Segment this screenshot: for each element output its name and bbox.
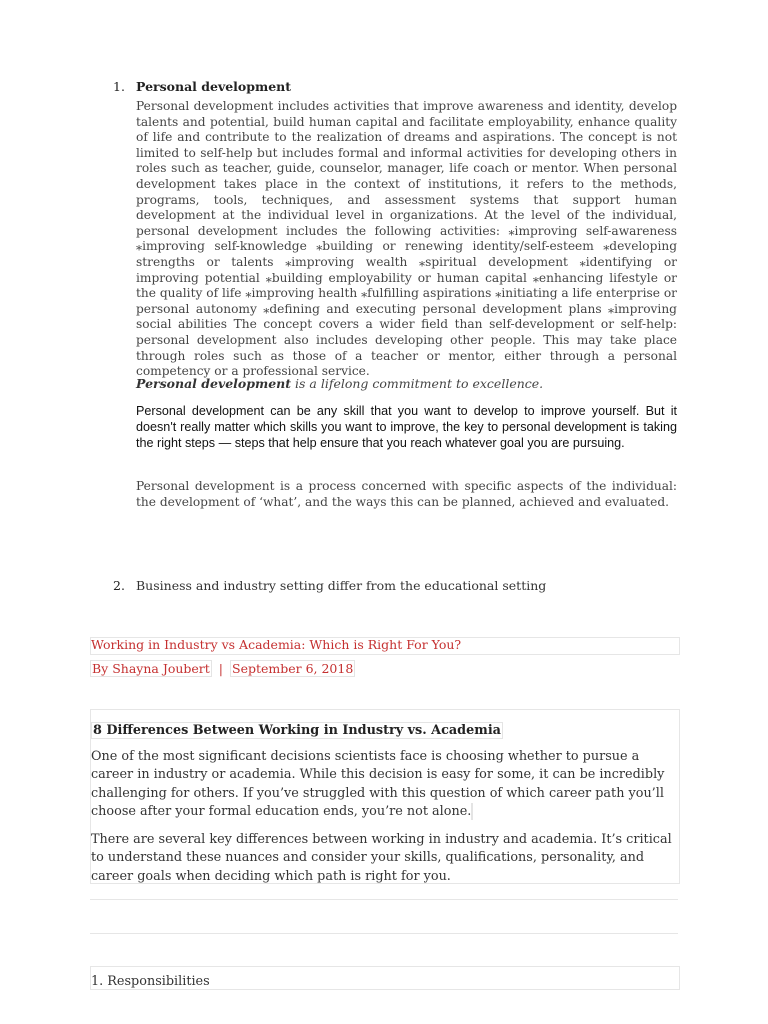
section-title-business-industry: Business and industry setting differ from the educational setting [136,578,547,593]
article-heading: 8 Differences Between Working in Industry vs. Academia [93,723,501,738]
list-number-1: 1. [113,79,125,94]
personal-development-paragraph: Personal development includes activities that improve awareness and identity, develop talents and potential, build human capital and facilitate employability, enhance quality of life and contribute to the realization of dreams and aspirations. The concept is not limited to self-help but includes formal and informal activities for developing others in roles such as teacher, guide, counselor, manager, life coach or mentor. When personal development takes place in the context of institutions, it refers to the methods, programs, tools, techniques, and assessment systems that support human development at the individual level in organizations. At the level of the individual, personal development includes the following activities: ⁎improving self-awareness ⁎improving self-knowledge ⁎building or renewing identity/self-esteem ⁎developing strengths or talents ⁎improving wealth ⁎spiritual development ⁎identifying or improving potential ⁎building employability or human capital ⁎enhancing lifestyle or the quality of life ⁎improving health ⁎fulfilling aspirations ⁎initiating a life enterprise or personal autonomy ⁎defining and executing personal development plans ⁎improving social abilities The concept covers a wider field than self-development or self-help: personal development also includes developing other people. This may take place through roles such as those of a teacher or mentor, either through a personal competency or a professional service. [136,99,677,379]
section-title-personal-development: Personal development [136,79,292,94]
list-number-2: 2. [113,578,125,593]
article-paragraph-2: There are several key differences between working in industry and academia. It’s critical to understand these nuances and consider your skills, qualifications, personality, and career goals when deciding which path is right for you. [91,832,672,884]
quote-bold-term: Personal development [136,376,292,391]
author-link[interactable]: By Shayna Joubert [92,661,210,676]
quote-rest: is a lifelong commitment to excellence. [291,376,544,391]
personal-development-skill-paragraph: Personal development can be any skill that you want to develop to improve yourself. But it doesn't really matter which skills you want to improve, the key to personal development is taking the right steps — steps that help ensure that you reach whatever goal you are pursuing. [136,404,677,450]
divider-1 [90,899,678,900]
article-paragraph-1: One of the most significant decisions scientists face is choosing whether to pursue a career in industry or academia. While this decision is easy for some, it can be incredibly challenging for others. If you’ve struggled with this question of which career path you’ll choose after your formal education ends, you’re not alone. [91,749,665,819]
article-byline [90,661,355,676]
article-subheading-responsibilities: 1. Responsibilities [91,974,210,989]
article-title-link[interactable]: Working in Industry vs Academia: Which is Right For You? [91,637,462,652]
personal-development-process-paragraph: Personal development is a process concerned with specific aspects of the individual: the development of ‘what’, and the ways this can be planned, achieved and evaluated. [136,479,677,509]
byline-separator: | [218,661,224,676]
divider-2 [90,933,678,934]
personal-development-quote [136,376,543,391]
article-date: September 6, 2018 [232,661,354,676]
